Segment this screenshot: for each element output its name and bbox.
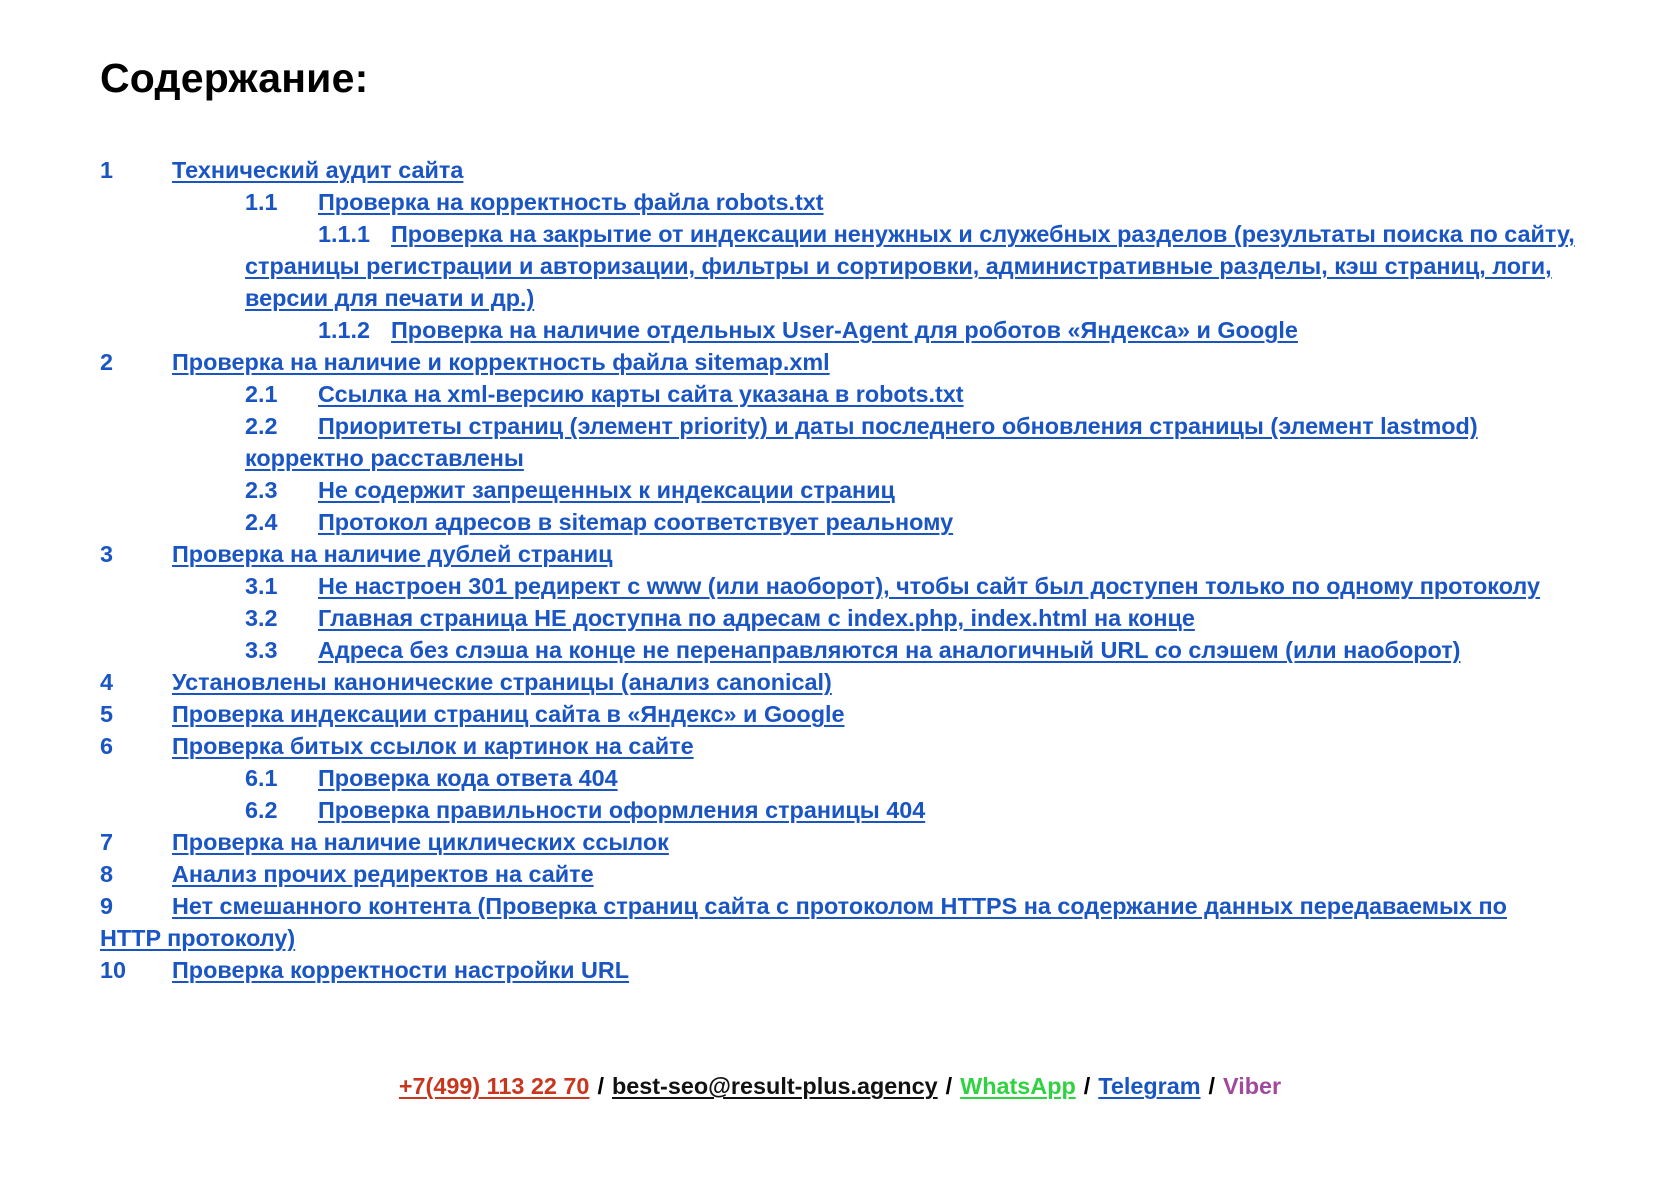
toc-item-1-1-2[interactable] bbox=[100, 314, 1580, 346]
toc-label: Проверка на наличие циклических ссылок bbox=[172, 829, 669, 855]
toc-item-2-1[interactable] bbox=[100, 378, 1580, 410]
whatsapp-link[interactable]: WhatsApp bbox=[960, 1073, 1076, 1099]
toc-item-4[interactable] bbox=[100, 666, 1580, 698]
separator: / bbox=[945, 1073, 953, 1099]
toc-number: 3.1 bbox=[245, 573, 278, 599]
telegram-link[interactable]: Telegram bbox=[1098, 1073, 1201, 1099]
toc-number: 4 bbox=[100, 669, 114, 695]
toc-label: Приоритеты страниц (элемент priority) и даты последнего обновления страницы (элемент lastmod) корректно расставлены bbox=[245, 413, 1478, 471]
toc-number: 2.2 bbox=[245, 413, 278, 439]
toc-item-3[interactable] bbox=[100, 538, 1580, 570]
toc-number: 3.3 bbox=[245, 637, 278, 663]
separator: / bbox=[1083, 1073, 1091, 1099]
toc-number: 2 bbox=[100, 349, 114, 375]
toc-label: Технический аудит сайта bbox=[172, 157, 464, 183]
toc-label: Проверка индексации страниц сайта в «Яндекс» и Google bbox=[172, 701, 845, 727]
toc-number: 2.1 bbox=[245, 381, 278, 407]
toc-number: 2.3 bbox=[245, 477, 278, 503]
toc-label: Проверка на наличие дублей страниц bbox=[172, 541, 613, 567]
toc-number: 9 bbox=[100, 893, 114, 919]
toc-item-8[interactable] bbox=[100, 858, 1580, 890]
viber-link[interactable]: Viber bbox=[1223, 1073, 1282, 1099]
toc-number: 1.1 bbox=[245, 189, 278, 215]
toc-number: 1.1.1 bbox=[318, 221, 371, 247]
toc-item-2-3[interactable] bbox=[100, 474, 1580, 506]
separator: / bbox=[597, 1073, 604, 1099]
toc-item-6-1[interactable] bbox=[100, 762, 1580, 794]
phone-link[interactable]: +7(499) 113 22 70 bbox=[398, 1073, 590, 1099]
toc-number: 8 bbox=[100, 861, 114, 887]
toc-label: Адреса без слэша на конце не перенаправляются на аналогичный URL со слэшем (или наоборот) bbox=[318, 637, 1461, 663]
toc-item-10[interactable] bbox=[100, 954, 1580, 986]
toc-item-6[interactable] bbox=[100, 730, 1580, 762]
toc-number: 6.2 bbox=[245, 797, 278, 823]
email-link[interactable]: best-seo@result-plus.agency bbox=[611, 1073, 938, 1099]
toc-number: 6.1 bbox=[245, 765, 278, 791]
toc-item-2[interactable] bbox=[100, 346, 1580, 378]
toc-item-1[interactable] bbox=[100, 154, 1580, 186]
toc-label: Протокол адресов в sitemap соответствует реальному bbox=[318, 509, 954, 535]
toc-label: Проверка на наличие отдельных User-Agent для роботов «Яндекса» и Google bbox=[391, 317, 1298, 343]
toc-item-2-2[interactable] bbox=[100, 410, 1580, 474]
contact-footer bbox=[0, 1070, 1680, 1102]
toc-label: Анализ прочих редиректов на сайте bbox=[172, 861, 594, 887]
toc-item-1-1-1[interactable] bbox=[100, 218, 1580, 314]
toc-label: Проверка на закрытие от индексации ненужных и служебных разделов (результаты поиска по сайту, страницы регистрации и авторизации, фильтры и сортировки, административные разделы, кэш страниц, логи, версии для печати и др.) bbox=[245, 221, 1575, 311]
toc-number: 3.2 bbox=[245, 605, 278, 631]
toc-item-2-4[interactable] bbox=[100, 506, 1580, 538]
toc-item-3-1[interactable] bbox=[100, 570, 1645, 602]
toc-label: Проверка на корректность файла robots.txt bbox=[318, 189, 824, 215]
toc-number: 7 bbox=[100, 829, 114, 855]
toc-label: Проверка кода ответа 404 bbox=[318, 765, 618, 791]
toc-label: Не содержит запрещенных к индексации страниц bbox=[318, 477, 895, 503]
toc-number: 1 bbox=[100, 157, 114, 183]
toc-label: Не настроен 301 редирект с www (или наоборот), чтобы сайт был доступен только по одному протоколу bbox=[318, 573, 1540, 599]
toc-number: 5 bbox=[100, 701, 114, 727]
separator: / bbox=[1208, 1073, 1216, 1099]
toc-item-9[interactable] bbox=[100, 890, 1540, 954]
toc-label: Проверка правильности оформления страницы 404 bbox=[318, 797, 926, 823]
toc-label: Главная страница НЕ доступна по адресам с index.php, index.html на конце bbox=[318, 605, 1195, 631]
table-of-contents bbox=[100, 154, 1580, 986]
toc-item-5[interactable] bbox=[100, 698, 1580, 730]
toc-label: Проверка корректности настройки URL bbox=[172, 957, 630, 983]
toc-number: 10 bbox=[100, 957, 127, 983]
toc-item-3-2[interactable] bbox=[100, 602, 1580, 634]
toc-label: Проверка на наличие и корректность файла sitemap.xml bbox=[172, 349, 830, 375]
toc-number: 1.1.2 bbox=[318, 317, 371, 343]
toc-label: Установлены канонические страницы (анализ canonical) bbox=[172, 669, 832, 695]
toc-item-6-2[interactable] bbox=[100, 794, 1580, 826]
toc-label: Нет смешанного контента (Проверка страниц сайта с протоколом HTTPS на содержание данных передаваемых по HTTP протоколу) bbox=[100, 893, 1507, 951]
toc-item-1-1[interactable] bbox=[100, 186, 1580, 218]
toc-item-3-3[interactable] bbox=[100, 634, 1580, 666]
toc-item-7[interactable] bbox=[100, 826, 1580, 858]
toc-number: 6 bbox=[100, 733, 114, 759]
toc-label: Ссылка на xml-версию карты сайта указана в robots.txt bbox=[318, 381, 964, 407]
toc-number: 2.4 bbox=[245, 509, 278, 535]
toc-label: Проверка битых ссылок и картинок на сайте bbox=[172, 733, 694, 759]
page-title: Содержание: bbox=[100, 55, 369, 101]
toc-number: 3 bbox=[100, 541, 114, 567]
